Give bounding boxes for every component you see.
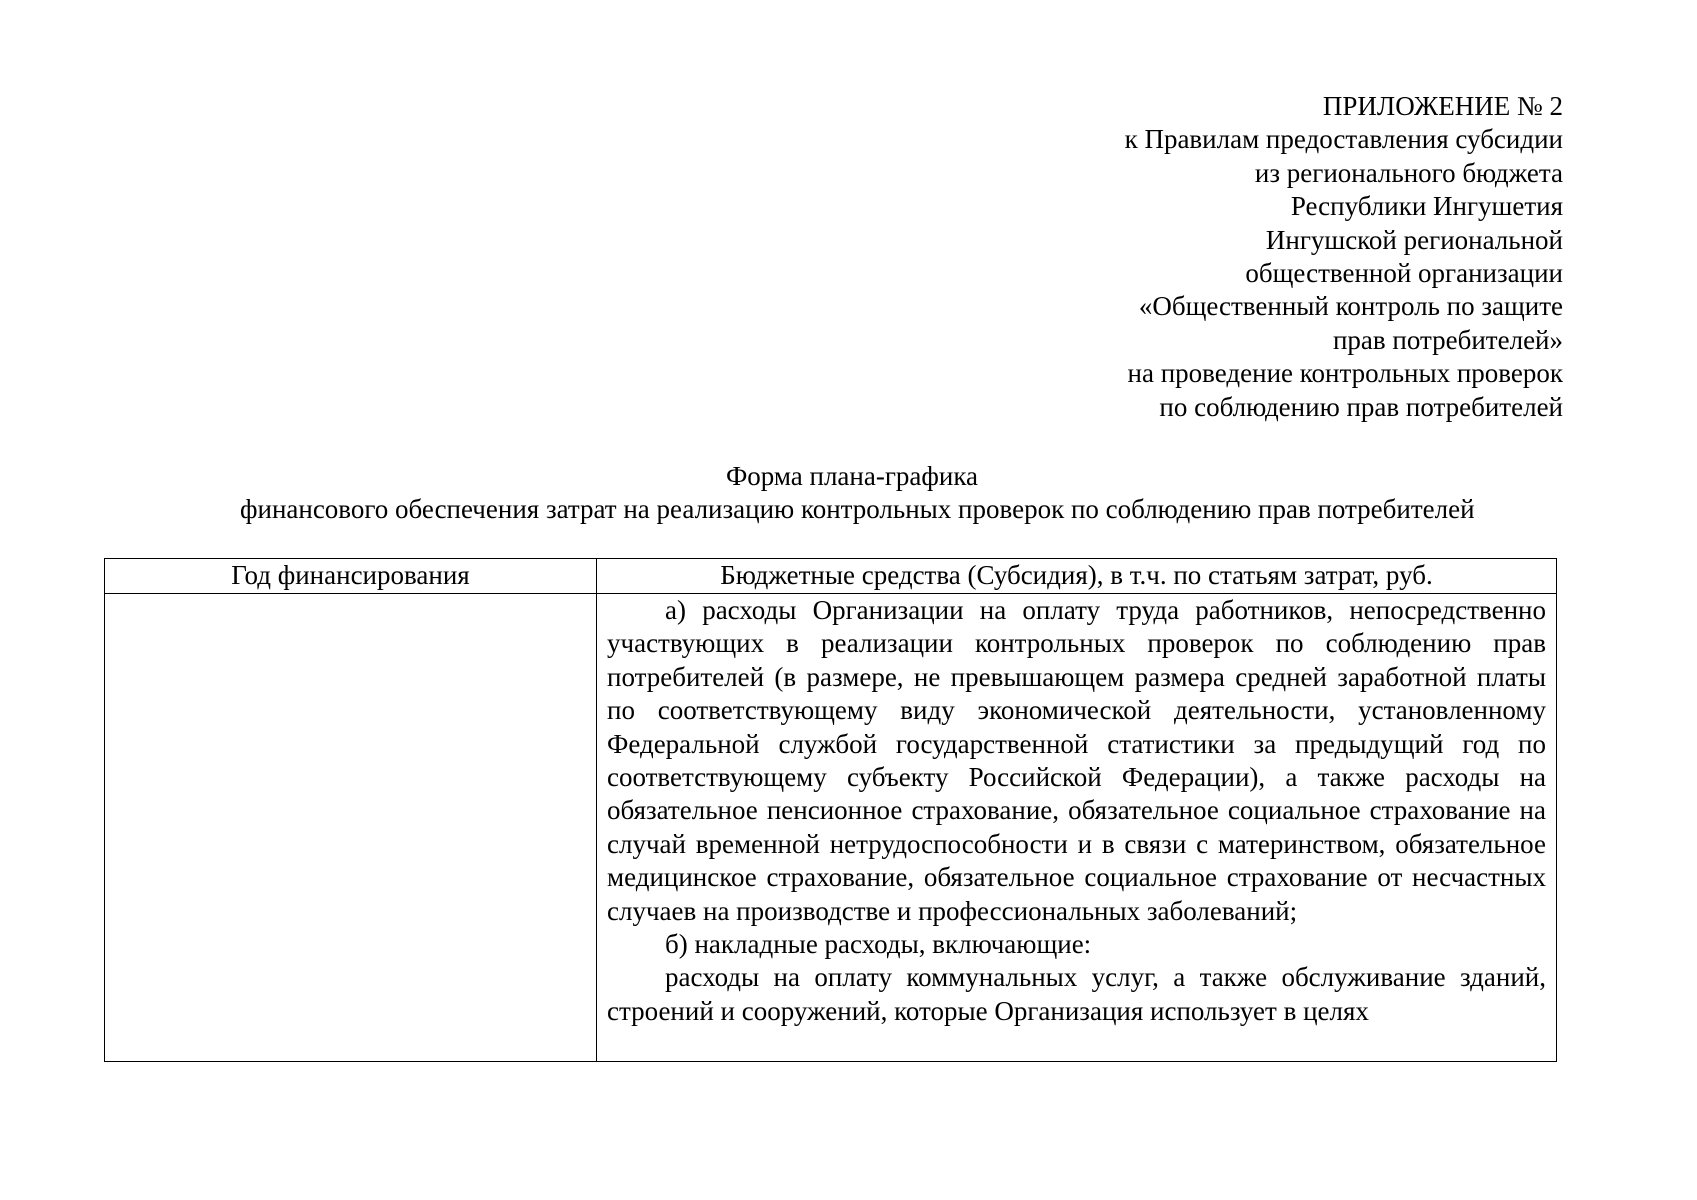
form-title-line-2: финансового обеспечения затрат на реализацию контрольных проверок по соблюдению прав потребителей <box>240 494 1475 524</box>
budget-items-cell <box>597 594 1557 1062</box>
budget-item-paragraph: б) накладные расходы, включающие: <box>665 929 1092 960</box>
appendix-line: к Правилам предоставления субсидии <box>1124 124 1563 155</box>
appendix-line: Ингушской региональной <box>1265 224 1563 255</box>
appendix-line: Республики Ингушетия <box>1290 191 1563 222</box>
appendix-line: по соблюдению прав потребителей <box>1159 391 1563 422</box>
appendix-line: общественной организации <box>1245 258 1563 289</box>
budget-item-paragraph: расходы на оплату коммунальных услуг, а также обслуживание зданий, строений и сооружений, которые Организация использует в целях <box>607 962 1546 1026</box>
appendix-line: прав потребителей» <box>1332 324 1563 355</box>
appendix-title: ПРИЛОЖЕНИЕ № 2 <box>1322 91 1563 121</box>
column-header-budget: Бюджетные средства (Субсидия), в т.ч. по статьям затрат, руб. <box>597 559 1557 594</box>
budget-item-paragraph: а) расходы Организации на оплату труда работников, непосредственно участвующих в реализации контрольных проверок по соблюдению прав потребителей (в размере, не превышающем размера средней заработной платы по соответствующему виду экономической деятельности, установленному Федеральной службой государственной статистики за предыдущий год по соответствующему субъекту Российской Федерации), а также расходы на обязательное пенсионное страхование, обязательное социальное страхование на случай временной нетрудоспособности и в связи с материнством, обязательное медицинское страхование, обязательное социальное страхование от несчастных случаев на производстве и профессиональных заболеваний; <box>607 595 1546 926</box>
form-title <box>240 460 1562 526</box>
appendix-line: «Общественный контроль по защите <box>1138 291 1563 322</box>
financing-plan-table <box>104 558 1557 1062</box>
year-cell <box>105 594 597 1062</box>
appendix-line: на проведение контрольных проверок <box>1127 358 1563 389</box>
column-header-year: Год финансирования <box>105 559 597 594</box>
table-header-row <box>105 559 1557 594</box>
table-row <box>105 594 1557 1062</box>
form-title-line-1: Форма плана-графика <box>725 461 979 491</box>
budget-items-text <box>607 594 1546 1061</box>
appendix-line: из регионального бюджета <box>1254 157 1563 188</box>
appendix-header <box>863 90 1563 424</box>
